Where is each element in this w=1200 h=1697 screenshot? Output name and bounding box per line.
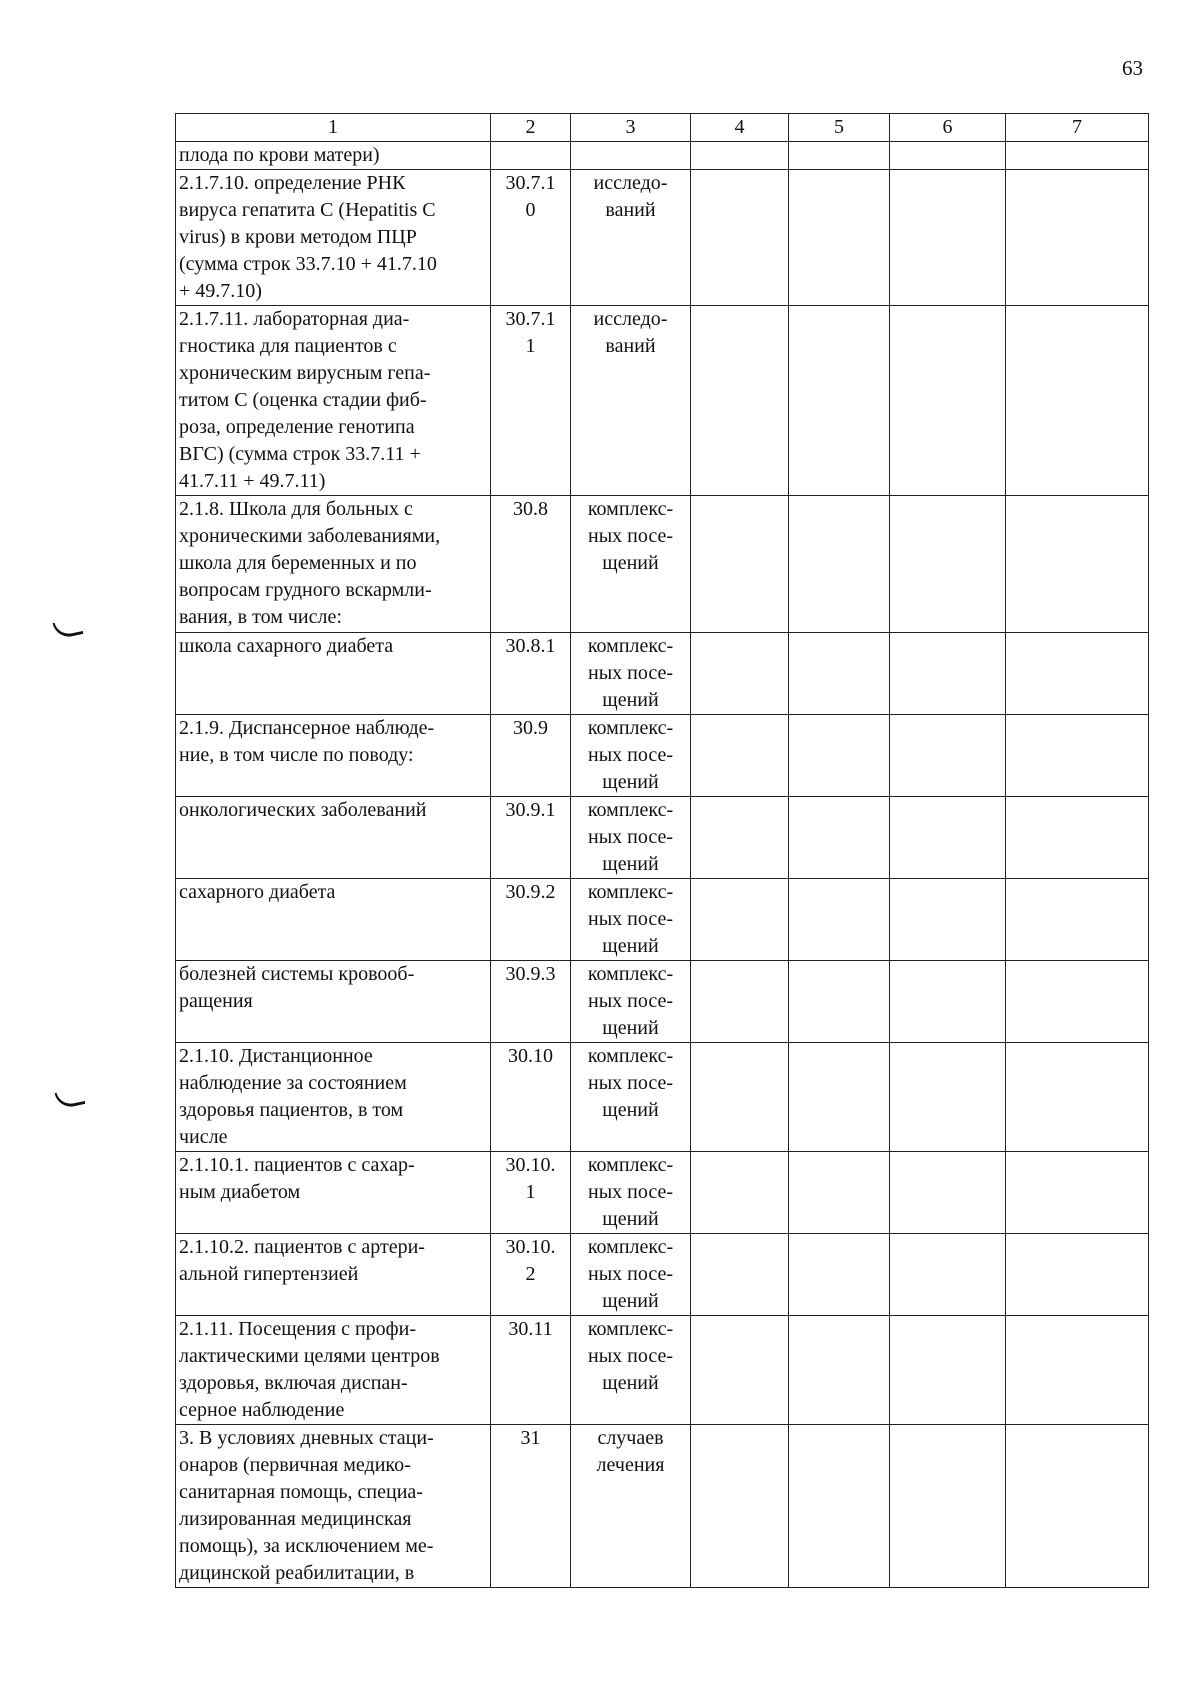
unit-cell-line: комплекс-	[587, 799, 674, 821]
unit-cell-line: исследо-	[593, 308, 668, 330]
unit-cell-line: ных посе-	[588, 826, 673, 848]
empty-value-cell	[789, 961, 890, 1043]
indicator-name-cell-line: помощь), за исключением ме-	[179, 1535, 434, 1557]
empty-value-cell	[691, 879, 789, 961]
empty-value-cell	[890, 1425, 1006, 1588]
empty-value-cell	[1006, 633, 1149, 715]
unit-cell	[571, 142, 691, 170]
indicator-name-cell-line: 2.1.8. Школа для больных с	[179, 498, 413, 520]
unit-cell-line: щений	[602, 689, 659, 711]
row-code-cell	[491, 306, 571, 496]
unit-cell	[571, 715, 691, 797]
table-row	[176, 1234, 1149, 1316]
empty-value-cell	[691, 496, 789, 633]
unit-cell	[571, 1043, 691, 1152]
empty-value-cell	[691, 306, 789, 496]
empty-value-cell	[691, 142, 789, 170]
empty-value-cell	[691, 715, 789, 797]
row-code-cell	[491, 879, 571, 961]
unit-cell-line: ных посе-	[588, 525, 673, 547]
indicator-name-cell	[176, 496, 491, 633]
unit-cell-line: ных посе-	[588, 1072, 673, 1094]
unit-cell-line: комплекс-	[587, 1236, 674, 1258]
column-number: 4	[691, 114, 789, 142]
indicator-name-cell-line: лизированная медицинская	[179, 1508, 412, 1530]
empty-value-cell	[789, 1152, 890, 1234]
indicator-name-cell-line: альной гипертензией	[179, 1263, 359, 1285]
row-code-cell-line: 30.9.2	[505, 881, 556, 903]
empty-value-cell	[789, 797, 890, 879]
indicator-name-cell-line: вания, в том числе:	[179, 606, 342, 628]
row-code-cell-line: 0	[525, 199, 536, 221]
indicator-name-cell	[176, 1043, 491, 1152]
indicator-name-cell	[176, 797, 491, 879]
row-code-cell-line: 30.8.1	[505, 635, 556, 657]
column-number: 1	[176, 114, 491, 142]
indicator-name-cell-line: ращения	[179, 990, 253, 1012]
indicator-name-cell-line: наблюдение за состоянием	[179, 1072, 407, 1094]
column-number: 3	[571, 114, 691, 142]
row-code-cell	[491, 633, 571, 715]
empty-value-cell	[1006, 879, 1149, 961]
empty-value-cell	[691, 961, 789, 1043]
indicator-name-cell-line: дицинской реабилитации, в	[179, 1562, 415, 1584]
table-row	[176, 1152, 1149, 1234]
row-code-cell-line: 1	[525, 1181, 536, 1203]
empty-value-cell	[789, 1043, 890, 1152]
indicator-name-cell	[176, 715, 491, 797]
column-number: 5	[789, 114, 890, 142]
empty-value-cell	[691, 1234, 789, 1316]
unit-cell-line: щений	[602, 935, 659, 957]
unit-cell	[571, 1152, 691, 1234]
empty-value-cell	[890, 170, 1006, 306]
column-number: 2	[491, 114, 571, 142]
row-code-cell-line: 2	[525, 1263, 536, 1285]
row-code-cell	[491, 1152, 571, 1234]
indicator-name-cell-line: 2.1.9. Диспансерное наблюде-	[179, 717, 435, 739]
table-row	[176, 797, 1149, 879]
indicator-name-cell	[176, 170, 491, 306]
indicator-name-cell-line: серное наблюдение	[179, 1399, 345, 1421]
row-code-cell	[491, 142, 571, 170]
indicator-name-cell	[176, 1152, 491, 1234]
row-code-cell-line: 30.8	[513, 498, 548, 520]
unit-cell-line: щений	[602, 1372, 659, 1394]
unit-cell-line: ных посе-	[588, 1263, 673, 1285]
row-code-cell	[491, 496, 571, 633]
unit-cell-line: щений	[602, 552, 659, 574]
empty-value-cell	[789, 1425, 890, 1588]
empty-value-cell	[1006, 1043, 1149, 1152]
row-code-cell	[491, 961, 571, 1043]
indicator-name-cell-line: + 49.7.10)	[179, 280, 262, 302]
statistics-table	[175, 113, 1149, 1588]
unit-cell	[571, 1234, 691, 1316]
empty-value-cell	[890, 1152, 1006, 1234]
empty-value-cell	[789, 496, 890, 633]
empty-value-cell	[890, 879, 1006, 961]
unit-cell-line: исследо-	[593, 172, 668, 194]
row-code-cell	[491, 1043, 571, 1152]
empty-value-cell	[890, 1043, 1006, 1152]
indicator-name-cell-line: роза, определение генотипа	[179, 416, 415, 438]
unit-cell-line: ных посе-	[588, 908, 673, 930]
table-row	[176, 879, 1149, 961]
indicator-name-cell-line: 2.1.7.10. определение РНК	[179, 172, 406, 194]
empty-value-cell	[1006, 961, 1149, 1043]
indicator-name-cell-line: вопросам грудного вскармли-	[179, 579, 432, 601]
empty-value-cell	[1006, 1152, 1149, 1234]
table-row	[176, 715, 1149, 797]
unit-cell-line: ных посе-	[588, 744, 673, 766]
empty-value-cell	[789, 633, 890, 715]
row-code-cell-line: 30.7.1	[505, 172, 556, 194]
indicator-name-cell-line: гностика для пациентов с	[179, 335, 397, 357]
indicator-name-cell-line: титом С (оценка стадии фиб-	[179, 389, 427, 411]
indicator-name-cell-line: сахарного диабета	[179, 881, 336, 903]
table-row	[176, 170, 1149, 306]
indicator-name-cell-line: школа сахарного диабета	[179, 635, 394, 657]
row-code-cell-line: 30.10.	[505, 1154, 556, 1176]
empty-value-cell	[789, 879, 890, 961]
unit-cell-line: ных посе-	[588, 990, 673, 1012]
indicator-name-cell-line: ным диабетом	[179, 1181, 301, 1203]
unit-cell-line: лечения	[596, 1454, 665, 1476]
empty-value-cell	[789, 1234, 890, 1316]
indicator-name-cell-line: хроническим вирусным гепа-	[179, 362, 431, 384]
row-code-cell	[491, 1234, 571, 1316]
empty-value-cell	[1006, 142, 1149, 170]
unit-cell-line: щений	[602, 853, 659, 875]
row-code-cell-line: 30.7.1	[505, 308, 556, 330]
indicator-name-cell-line: 2.1.10.1. пациентов с сахар-	[179, 1154, 415, 1176]
unit-cell-line: комплекс-	[587, 635, 674, 657]
unit-cell-line: щений	[602, 1099, 659, 1121]
indicator-name-cell-line: хроническими заболеваниями,	[179, 525, 441, 547]
empty-value-cell	[890, 496, 1006, 633]
row-code-cell	[491, 797, 571, 879]
unit-cell-line: щений	[602, 1290, 659, 1312]
empty-value-cell	[890, 715, 1006, 797]
indicator-name-cell-line: 2.1.11. Посещения с профи-	[179, 1318, 416, 1340]
unit-cell-line: комплекс-	[587, 1154, 674, 1176]
empty-value-cell	[890, 797, 1006, 879]
unit-cell-line: ных посе-	[588, 662, 673, 684]
row-code-cell-line: 30.10	[508, 1045, 553, 1067]
empty-value-cell	[890, 633, 1006, 715]
indicator-name-cell-line: 3. В условиях дневных стаци-	[179, 1427, 434, 1449]
column-number: 6	[890, 114, 1006, 142]
empty-value-cell	[890, 306, 1006, 496]
table-row	[176, 142, 1149, 170]
empty-value-cell	[789, 306, 890, 496]
empty-value-cell	[1006, 715, 1149, 797]
unit-cell-line: комплекс-	[587, 1045, 674, 1067]
margin-mark	[55, 1087, 86, 1109]
empty-value-cell	[890, 1234, 1006, 1316]
empty-value-cell	[890, 1316, 1006, 1425]
empty-value-cell	[890, 961, 1006, 1043]
indicator-name-cell	[176, 633, 491, 715]
empty-value-cell	[691, 1152, 789, 1234]
indicator-name-cell-line: 2.1.10. Дистанционное	[179, 1045, 373, 1067]
table-row	[176, 633, 1149, 715]
empty-value-cell	[789, 142, 890, 170]
table-row	[176, 306, 1149, 496]
indicator-name-cell-line: онаров (первичная медико-	[179, 1454, 411, 1476]
indicator-name-cell-line: онкологических заболеваний	[179, 799, 427, 821]
column-number: 7	[1006, 114, 1149, 142]
margin-mark	[53, 617, 84, 639]
empty-value-cell	[1006, 1234, 1149, 1316]
unit-cell	[571, 961, 691, 1043]
indicator-name-cell-line: числе	[179, 1126, 228, 1148]
page-number: 63	[1122, 56, 1143, 80]
empty-value-cell	[691, 1316, 789, 1425]
empty-value-cell	[1006, 1316, 1149, 1425]
column-number-row	[176, 114, 1149, 142]
empty-value-cell	[789, 1316, 890, 1425]
empty-value-cell	[691, 170, 789, 306]
indicator-name-cell-line: санитарная помощь, специа-	[179, 1481, 423, 1503]
row-code-cell-line: 30.9	[513, 717, 548, 739]
unit-cell	[571, 306, 691, 496]
indicator-name-cell-line: вируса гепатита С (Hepatitis C	[179, 199, 436, 221]
unit-cell-line: щений	[602, 1208, 659, 1230]
indicator-name-cell-line: школа для беременных и по	[179, 552, 417, 574]
table-row	[176, 961, 1149, 1043]
table-row	[176, 1316, 1149, 1425]
unit-cell-line: щений	[602, 1017, 659, 1039]
unit-cell	[571, 170, 691, 306]
table-row	[176, 1043, 1149, 1152]
empty-value-cell	[1006, 496, 1149, 633]
indicator-name-cell-line: 2.1.7.11. лабораторная диа-	[179, 308, 410, 330]
unit-cell-line: комплекс-	[587, 1318, 674, 1340]
indicator-name-cell	[176, 142, 491, 170]
indicator-name-cell	[176, 961, 491, 1043]
row-code-cell	[491, 170, 571, 306]
table-row	[176, 496, 1149, 633]
empty-value-cell	[691, 1043, 789, 1152]
indicator-name-cell-line: плода по крови матери)	[179, 144, 380, 166]
indicator-name-cell-line: лактическими целями центров	[179, 1345, 440, 1367]
empty-value-cell	[691, 1425, 789, 1588]
row-code-cell-line: 30.9.1	[505, 799, 556, 821]
unit-cell	[571, 879, 691, 961]
row-code-cell-line: 30.9.3	[505, 963, 556, 985]
unit-cell	[571, 496, 691, 633]
unit-cell-line: щений	[602, 771, 659, 793]
indicator-name-cell	[176, 306, 491, 496]
empty-value-cell	[1006, 1425, 1149, 1588]
indicator-name-cell-line: здоровья пациентов, в том	[179, 1099, 404, 1121]
indicator-name-cell-line: 2.1.10.2. пациентов с артери-	[179, 1236, 425, 1258]
indicator-name-cell	[176, 879, 491, 961]
indicator-name-cell	[176, 1425, 491, 1588]
row-code-cell	[491, 1425, 571, 1588]
empty-value-cell	[890, 142, 1006, 170]
unit-cell	[571, 1425, 691, 1588]
unit-cell	[571, 1316, 691, 1425]
row-code-cell-line: 30.11	[508, 1318, 553, 1340]
table-row	[176, 1425, 1149, 1588]
unit-cell-line: ных посе-	[588, 1345, 673, 1367]
unit-cell-line: комплекс-	[587, 498, 674, 520]
unit-cell-line: комплекс-	[587, 963, 674, 985]
indicator-name-cell	[176, 1234, 491, 1316]
empty-value-cell	[1006, 306, 1149, 496]
unit-cell-line: комплекс-	[587, 717, 674, 739]
unit-cell-line: ных посе-	[588, 1181, 673, 1203]
empty-value-cell	[1006, 797, 1149, 879]
unit-cell	[571, 633, 691, 715]
unit-cell-line: случаев	[597, 1427, 664, 1449]
row-code-cell-line: 1	[525, 335, 536, 357]
indicator-name-cell-line: (сумма строк 33.7.10 + 41.7.10	[179, 253, 437, 275]
indicator-name-cell	[176, 1316, 491, 1425]
empty-value-cell	[1006, 170, 1149, 306]
row-code-cell-line: 30.10.	[505, 1236, 556, 1258]
unit-cell-line: ваний	[605, 335, 656, 357]
empty-value-cell	[789, 170, 890, 306]
indicator-name-cell-line: virus) в крови методом ПЦР	[179, 226, 417, 248]
row-code-cell	[491, 1316, 571, 1425]
unit-cell-line: ваний	[605, 199, 656, 221]
empty-value-cell	[789, 715, 890, 797]
indicator-name-cell-line: здоровья, включая диспан-	[179, 1372, 408, 1394]
indicator-name-cell-line: ВГС) (сумма строк 33.7.11 +	[179, 443, 421, 465]
empty-value-cell	[691, 797, 789, 879]
empty-value-cell	[691, 633, 789, 715]
indicator-name-cell-line: 41.7.11 + 49.7.11)	[179, 470, 326, 492]
unit-cell-line: комплекс-	[587, 881, 674, 903]
row-code-cell-line: 31	[520, 1427, 541, 1449]
indicator-name-cell-line: ние, в том числе по поводу:	[179, 744, 414, 766]
row-code-cell	[491, 715, 571, 797]
unit-cell	[571, 797, 691, 879]
indicator-name-cell-line: болезней системы кровооб-	[179, 963, 415, 985]
